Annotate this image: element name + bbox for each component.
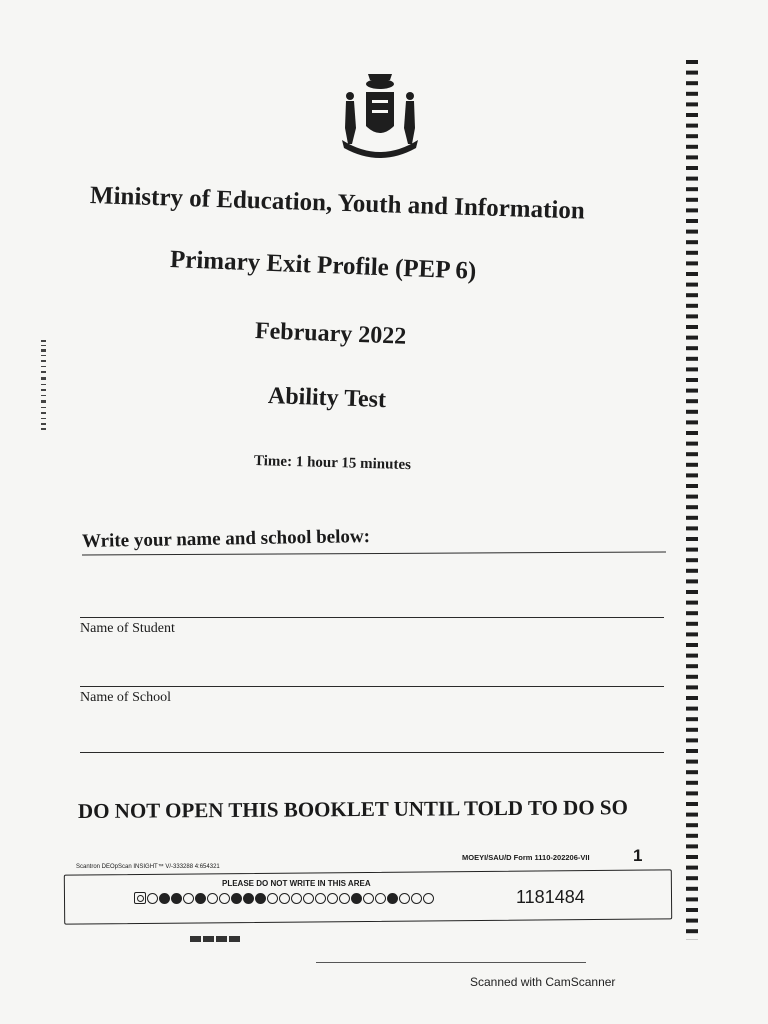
timing-mark	[686, 166, 698, 170]
timing-mark	[686, 844, 698, 848]
scan-area-heading: PLEASE DO NOT WRITE IN THIS AREA	[222, 879, 371, 888]
timing-mark	[686, 707, 698, 711]
timing-mark	[686, 897, 698, 901]
scan-bubble	[219, 893, 230, 904]
timing-mark	[686, 855, 698, 859]
timing-mark	[686, 696, 698, 700]
scan-bubble	[387, 893, 398, 904]
scan-bubble	[159, 893, 170, 904]
timing-mark	[686, 367, 698, 371]
timing-mark	[686, 919, 698, 923]
scanner-watermark: Scanned with CamScanner	[470, 975, 616, 989]
ministry-heading: Ministry of Education, Youth and Information	[89, 182, 586, 225]
scan-bubble	[231, 893, 242, 904]
timing-mark	[686, 357, 698, 361]
timing-mark	[686, 654, 698, 658]
timing-mark	[686, 834, 698, 838]
timing-mark	[686, 516, 698, 520]
time-allowed: Time: 1 hour 15 minutes	[253, 453, 412, 474]
timing-mark	[686, 791, 698, 795]
timing-mark	[686, 760, 698, 764]
timing-mark	[686, 283, 698, 287]
do-not-open-warning: DO NOT OPEN THIS BOOKLET UNTIL TOLD TO DO SO	[77, 795, 628, 823]
timing-mark	[686, 208, 698, 212]
timing-mark	[686, 484, 698, 488]
scantron-code: Scantron DEOpScan INSIGHT™ V/-333288 4:654321	[76, 864, 220, 870]
scan-bubble	[267, 893, 278, 904]
scan-bubble	[423, 893, 434, 904]
timing-mark	[686, 102, 698, 106]
form-number: MOEYI/SAU/D Form 1110-202206-VII	[462, 853, 590, 862]
scan-bubble	[315, 893, 326, 904]
timing-mark	[686, 675, 698, 679]
scan-bubble	[375, 893, 386, 904]
footer-line	[316, 962, 586, 963]
scan-bubble	[363, 893, 374, 904]
timing-mark	[686, 558, 698, 562]
timing-mark	[686, 611, 698, 615]
scan-bubble-row	[134, 892, 434, 904]
school-name-label: Name of School	[80, 690, 171, 705]
timing-mark	[686, 813, 698, 817]
timing-mark	[686, 410, 698, 414]
exam-name: Primary Exit Profile (PEP 6)	[169, 246, 477, 285]
timing-mark	[686, 92, 698, 96]
timing-mark	[686, 304, 698, 308]
timing-mark	[686, 802, 698, 806]
scan-bubble	[207, 893, 218, 904]
timing-mark	[686, 770, 698, 774]
timing-mark	[686, 346, 698, 350]
timing-mark	[686, 866, 698, 870]
timing-mark	[686, 325, 698, 329]
timing-mark	[686, 548, 698, 552]
timing-mark	[686, 71, 698, 75]
timing-mark	[686, 781, 698, 785]
student-name-label: Name of Student	[80, 621, 175, 636]
timing-mark	[686, 81, 698, 85]
timing-mark	[686, 728, 698, 732]
instruction-text: Write your name and school below:	[81, 525, 371, 552]
timing-marks	[684, 60, 704, 940]
barcode-strip-icon	[40, 340, 48, 432]
timing-mark	[686, 537, 698, 541]
school-name-line[interactable]	[80, 686, 664, 687]
timing-mark	[686, 442, 698, 446]
timing-mark	[686, 717, 698, 721]
page-number: 1	[633, 846, 643, 865]
timing-mark	[686, 60, 698, 64]
timing-mark	[686, 929, 698, 933]
scan-bubble-square	[134, 892, 146, 904]
scan-bubble	[351, 893, 362, 904]
timing-mark	[686, 473, 698, 477]
timing-mark	[686, 622, 698, 626]
timing-mark	[686, 155, 698, 159]
timing-mark	[686, 124, 698, 128]
instruction-underline	[82, 551, 666, 555]
timing-mark	[686, 272, 698, 276]
scan-bubble	[399, 893, 410, 904]
timing-mark	[686, 198, 698, 202]
timing-mark	[686, 399, 698, 403]
timing-mark	[686, 823, 698, 827]
timing-mark	[686, 145, 698, 149]
timing-mark	[686, 887, 698, 891]
timing-mark	[686, 230, 698, 234]
scan-bubble	[279, 893, 290, 904]
timing-mark	[686, 526, 698, 530]
scan-bubble	[303, 893, 314, 904]
scan-bubble	[291, 893, 302, 904]
timing-mark	[686, 685, 698, 689]
scan-bubble	[183, 893, 194, 904]
scan-bubble	[411, 893, 422, 904]
timing-mark	[686, 643, 698, 647]
timing-mark	[686, 579, 698, 583]
timing-mark	[686, 749, 698, 753]
timing-mark	[686, 495, 698, 499]
footer-marks-icon	[190, 935, 242, 943]
timing-mark	[686, 177, 698, 181]
timing-mark	[686, 187, 698, 191]
timing-mark	[686, 569, 698, 573]
scan-bubble	[195, 893, 206, 904]
timing-mark	[686, 378, 698, 382]
timing-mark	[686, 876, 698, 880]
scan-bubble	[327, 893, 338, 904]
timing-mark	[686, 389, 698, 393]
timing-mark	[686, 664, 698, 668]
extra-line	[80, 752, 664, 753]
timing-mark	[686, 431, 698, 435]
timing-mark	[686, 261, 698, 265]
timing-mark	[686, 420, 698, 424]
scan-bubble	[147, 893, 158, 904]
timing-mark	[686, 336, 698, 340]
timing-mark	[686, 134, 698, 138]
timing-mark	[686, 452, 698, 456]
test-name: Ability Test	[267, 383, 387, 414]
timing-mark	[686, 314, 698, 318]
scan-bubble	[171, 893, 182, 904]
timing-mark	[686, 113, 698, 117]
timing-mark	[686, 219, 698, 223]
timing-mark	[686, 590, 698, 594]
timing-mark	[686, 463, 698, 467]
coat-of-arms-icon	[338, 70, 422, 158]
timing-mark	[686, 505, 698, 509]
scan-bubble	[255, 893, 266, 904]
timing-mark	[686, 908, 698, 912]
exam-date: February 2022	[254, 318, 407, 350]
timing-mark	[686, 240, 698, 244]
booklet-code: 1181484	[516, 887, 585, 907]
timing-mark	[686, 601, 698, 605]
scan-bubble	[243, 893, 254, 904]
student-name-line[interactable]	[80, 617, 664, 618]
timing-mark	[686, 251, 698, 255]
scan-bubble	[339, 893, 350, 904]
timing-mark	[686, 738, 698, 742]
timing-mark	[686, 293, 698, 297]
timing-mark	[686, 632, 698, 636]
